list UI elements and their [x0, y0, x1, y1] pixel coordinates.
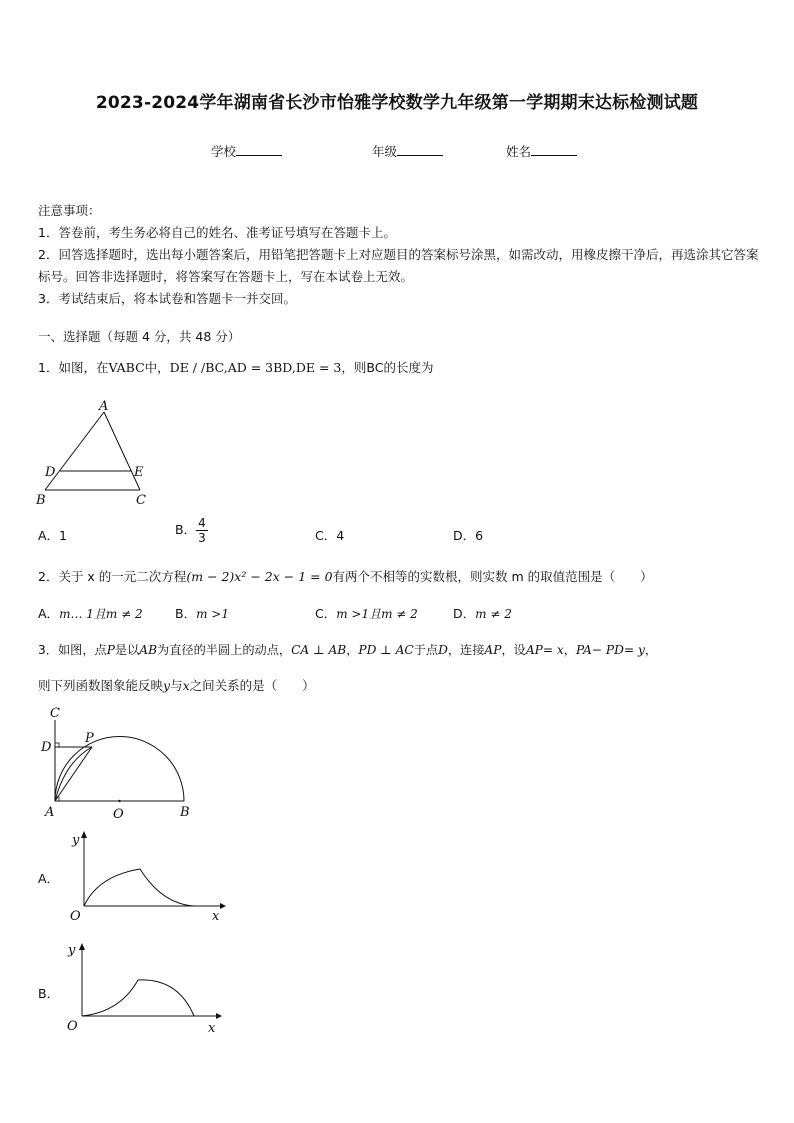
q1-label-d: D [45, 465, 56, 480]
q3-semicircle-figure [30, 700, 210, 825]
q1-option-b[interactable] [175, 516, 208, 545]
q3-ap: AP [484, 643, 502, 657]
notice-item-1: 1．答卷前，考生务必将自己的姓名、准考证号填写在答题卡上。 [38, 225, 396, 240]
q1-triangle: VABC [108, 360, 145, 375]
q2-option-d[interactable] [453, 604, 512, 622]
q3-p: P [106, 643, 115, 657]
q3-text-f: ，连接 [447, 643, 485, 657]
name-field [506, 142, 577, 160]
q2-option-a-label: A． [38, 606, 60, 621]
q3-x: x [182, 678, 190, 693]
q3-line2-a: 则下列函数图象能反映 [38, 678, 164, 693]
q1-option-b-fraction [196, 516, 208, 545]
q2-option-a-value: m… 1且m ≠ 2 [59, 607, 143, 621]
name-blank [531, 144, 577, 156]
q3-label-c: C [50, 706, 60, 721]
q3-cond1: CA ⊥ AB [291, 643, 347, 657]
q3-text-b: 是以 [114, 643, 140, 657]
q1-label-a: A [99, 399, 109, 414]
q3b-axis-x: x [208, 1021, 216, 1036]
q3-option-a[interactable]: A． [38, 871, 60, 886]
q3-line2-c: 之间关系的是（ ） [189, 678, 315, 693]
q1-text-e: ，则BC的长度为 [341, 360, 434, 375]
q1-text-c: 中， [144, 360, 170, 375]
q3-ab: AB [139, 643, 158, 657]
q3-option-b-graph [60, 940, 230, 1040]
q3-text-a: 3．如图，点 [38, 643, 107, 657]
q3-d: D [438, 643, 448, 657]
q3-set1: AP= x [525, 643, 564, 657]
q1-label-c: C [136, 493, 146, 508]
q2-option-b-label: B． [175, 606, 197, 621]
q3-text-g: ，设 [501, 643, 526, 657]
q1-option-a[interactable]: A．1 [38, 528, 68, 543]
q3a-origin: O [70, 909, 81, 924]
q3-option-a-graph [60, 826, 230, 926]
q1-option-b-label: B． [175, 522, 197, 537]
q3a-axis-x: x [212, 909, 220, 924]
q1-triangle-figure [30, 395, 160, 510]
grade-label: 年级 [372, 144, 398, 159]
q1-option-c[interactable]: C．4 [315, 528, 345, 543]
q2-option-c[interactable] [315, 604, 418, 622]
grade-blank [397, 144, 443, 156]
school-blank [236, 144, 282, 156]
q3-text-h: ， [563, 643, 576, 657]
question-3-stem-line1 [38, 641, 657, 658]
school-field [211, 142, 282, 160]
q2-option-d-label: D． [453, 606, 476, 621]
q3-text-d: ， [346, 643, 359, 657]
notice-item-3: 3．考试结束后，将本试卷和答题卡一并交回。 [38, 291, 296, 306]
q3-cond2: PD ⊥ AC [358, 643, 414, 657]
q1-label-e: E [134, 465, 144, 480]
q1-label-b: B [36, 493, 46, 508]
q1-text-a: 1．如图，在 [38, 360, 109, 375]
q3-label-o: O [113, 807, 124, 822]
q3-text-i: ， [644, 643, 658, 657]
section-heading: 一、选择题（每题 4 分，共 48 分） [38, 329, 241, 344]
q3-text-c: 为直径的半圆上的动点， [157, 643, 292, 657]
question-3-stem-line2 [38, 676, 315, 694]
question-2-stem [38, 567, 653, 585]
q2-option-d-value: m ≠ 2 [475, 607, 512, 621]
q1-option-b-numerator: 4 [198, 516, 206, 530]
q2-text-b: 有两个不相等的实数根，则实数 m 的取值范围是（ ） [332, 569, 653, 584]
q2-text-a: 2．关于 x 的一元二次方程 [38, 569, 187, 584]
notice-heading: 注意事项： [38, 203, 101, 218]
exam-title: 2023-2024学年湖南省长沙市怡雅学校数学九年级第一学期期末达标检测试题 [95, 93, 699, 113]
q3-label-p: P [85, 731, 94, 746]
q3-option-b[interactable]: B． [38, 986, 60, 1001]
q3-y: y [163, 678, 171, 693]
q2-option-b-value: m >1 [196, 607, 229, 621]
q2-option-b[interactable] [175, 604, 229, 622]
q1-condition: DE / /BC,AD = 3BD,DE = 3 [169, 360, 342, 375]
q3a-axis-y: y [72, 833, 80, 848]
q1-option-b-denominator: 3 [198, 531, 206, 545]
q2-option-c-value: m >1且m ≠ 2 [336, 607, 418, 621]
q3-label-b: B [180, 805, 190, 820]
q3b-axis-y: y [68, 943, 76, 958]
q3-set2: PA− PD= y [575, 643, 645, 657]
q3-label-d: D [41, 740, 52, 755]
q2-option-c-label: C． [315, 606, 337, 621]
q2-equation: (m − 2)x² − 2x − 1 = 0 [186, 569, 333, 584]
q3-text-e: 于点 [413, 643, 439, 657]
q3-line2-b: 与 [170, 678, 183, 693]
q3b-origin: O [67, 1019, 78, 1034]
question-1-stem [38, 358, 433, 376]
q3-label-a: A [45, 805, 55, 820]
notice-item-2: 2．回答选择题时，选出每小题答案后，用铅笔把答题卡上对应题目的答案标号涂黑，如需改动，用橡皮擦干净后，再选涂其它答案标号。回答非选择题时，将答案写在答题卡上，写在本试卷上无效。 [38, 247, 759, 284]
name-label: 姓名 [506, 144, 532, 159]
q2-option-a[interactable] [38, 604, 143, 622]
grade-field [372, 142, 443, 160]
school-label: 学校 [211, 144, 237, 159]
q1-option-d[interactable]: D．6 [453, 528, 484, 543]
notice-block [38, 200, 760, 310]
